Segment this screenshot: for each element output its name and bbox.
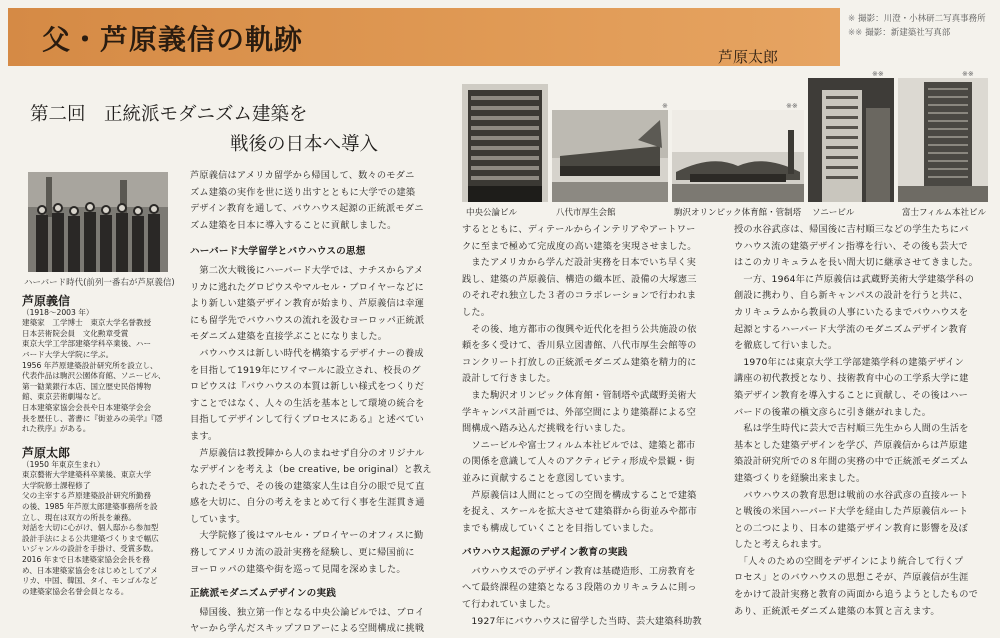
photo-credit-mark: ※※ [872, 70, 884, 78]
series-title-line2: 戦後の日本へ導入 [230, 134, 379, 155]
section-heading: 正統派モダニズムデザインの実践 [190, 588, 337, 600]
series-title-line1: 第二回 正統派モダニズム建築を [30, 104, 308, 125]
article-column-1: 芦原義信はアメリカ留学から帰国して、数々のモダニ ズム建築の実作を世に送り出すとともに大学での建築 デザイン教育を通して、バウハウス起源の正統派モダニ ズム建築を日本に導入することに貢献しました。 ハーバード大学留学とバウハウスの思想 第二次大戦後にハーバード大学では、ナチスからアメ リカに逃れたグロピウスやマルセル・ブロイヤーなどに より新しい建築デザイン教育が始まり、芦原義信は幸運 にも留学先でバウハウスの流れを汲むヨーロッパ正統派 モダニズム建築を直接学ぶことになりました。 バウハウスは新しい時代を構築するデザイナーの養成 を目指して1919年にワイマールに設立され、校長のグ ロピウスは『バウハウスの本質は新しい様式をつくりだ すことではなく、人々の生活を基本として環境の統合を 目指してデザインして行くプロセスにある』と述べてい ます。 芦原義信は教授陣から人のまねせず自分のオリジナル なデザインを考えよ（be creative, be original）と教え られたそうで、その後の建築家人生は自分の眼で見て直 感を大切に、自分の考えをまとめて行く事を生涯貫き通 しています。 大学院修了後はマルセル・ブロイヤーのオフィスに勤 務してアメリカ流の設計実務を経験し、更に帰国前に ヨーロッパの建築や街を巡って見聞を深めました。 正統派モダニズムデザインの実践 帰国後、独立第一作となる中央公論ビルでは、ブロイ ヤーから学んだスキップフロアーによる空間構成に挑戦 [190, 168, 435, 638]
photo-caption: 駒沢オリンピック体育館・管制塔 [674, 208, 802, 218]
credit-line: ※ 撮影：川澄・小林研二写真事務所 [848, 14, 986, 24]
title-banner [8, 8, 840, 66]
photo-sony [808, 78, 894, 202]
bio-yoshinobu: 芦原義信 （1918～2003 年） 建築家 工学博士 東京大学名誉教授 日本芸術院会員 文化勲章受賞 東京大学工学部建築学科卒業後、ハー バード大学大学院に学ぶ。 1956 年芦原建築設計研究所を設立し、 代表作品は駒沢公園体育館、ソニービル、 第一勧業銀行本店、国立歴史民俗博物 館、東京芸術劇場など。 日本建築家協会会長や日本建築学会会 長を歴任し、著書に『街並みの美学』『隠 れた秩序』がある。 [22, 296, 172, 435]
photo-fujifilm [898, 78, 988, 202]
author-name: 芦原太郎 [718, 48, 779, 66]
credit-line: ※※ 撮影：新建築社写真部 [848, 28, 951, 38]
photo-caption: 富士フィルム本社ビル [902, 208, 986, 218]
photo-komazawa [672, 110, 804, 202]
photo-caption: 八代市厚生会館 [556, 208, 616, 218]
photo-credit-mark: ※※ [786, 102, 798, 110]
photo-credit-mark: ※※ [962, 70, 974, 78]
photo-yatsushiro [552, 110, 668, 202]
bio-name: 芦原義信 [22, 294, 71, 308]
article-column-2: するとともに、ディテールからインテリアやアートワー クに至まで極めて完成度の高い建築を実現させました。 またアメリカから学んだ設計実務を日本でいち早く実 践し、建築の芦原義信、構造の織本匠、設備の大塚憲三 のそれぞれ独立した３者のコラボレーションで行われま した。 その後、地方都市の復興や近代化を担う公共施設の依 頼を多く受けて、香川県立図書館、八代市厚生会館等の コンクリート打放しの正統派モダニズム建築を精力的に 設計して行きました。 また駒沢オリンピック体育館・管制塔や武蔵野美術大 学キャンパス計画では、外部空間により建築群による空 間構成へ踏み込んだ挑戦を行いました。 ソニービルや富士フィルム本社ビルでは、建築と都市 の関係を意識して人々のアクティビティ形成や景観・街 並みに貢献することを意図しています。 芦原義信は人間にとっての空間を構成することで建築 を捉え、スケールを拡大させて建築群から街並みや都市 までも構成していくことを目指していました。 バウハウス起源のデザイン教育の実践 バウハウスでのデザイン教育は基礎造形、工房教育を へて最終課程の建築となる３段階のカリキュラムに則っ て行われていました。 1927年にバウハウスに留学した当時、芸大建築科助教 [462, 222, 707, 630]
section-heading: バウハウス起源のデザイン教育の実践 [462, 547, 628, 559]
series-title [30, 100, 450, 160]
bio-taro: 芦原太郎 （1950 年東京生まれ） 東京藝術大学建築科卒業後、東京大学 大学院修士課程修了 父の主宰する芦原建築設計研究所勤務 の後、1985 年芦原太郎建築事務所を設 立し、現在は双方の所長を兼務。 対話を大切に心がけ、個人邸から参加型 設計手法による公共建築づくりまで幅広 いジャンルの設計を手掛け、受賞多数。 2016 年まで日本建築家協会会長を務 め、日本建築家協会をはじめとしてアメ リカ、中国、韓国、タイ、モンゴルなど の建築家協会名誉会員となる。 [22, 448, 172, 597]
photo-credit-mark: ※ [662, 102, 668, 110]
section-heading: ハーバード大学留学とバウハウスの思想 [190, 246, 366, 258]
page-title: 父・芦原義信の軌跡 [42, 23, 304, 56]
group-photo-caption: ハーバード時代(前列一番右が芦原義信) [24, 278, 175, 288]
article-column-3: 授の水谷武彦は、帰国後に吉村順三などの学生たちにバ ウハウス流の建築デザイン指導を行い、その後も芸大で はこのカリキュラムを長い間大切に継承させてきました。 一方、1964年に芦原義信は武蔵野美術大学建築学科の 創設に携わり、自ら新キャンパスの設計を行うと共に、 カリキュラムから教員の人事にいたるまでバウハウスを 起源とするハーバード大学流のモダニズムデザイン教育 を徹底して行いました。 1970年には東京大学工学部建築学科の建築デザイン 講座の初代教授となり、技術教育中心の工学系大学に建 築デザイン教育を導入することに貢献し、その後はハー バードの後輩の槇文彦らに引き継がれました。 私は学生時代に芸大で吉村順三先生から人間の生活を 基本とした建築デザインを学び、芦原義信からは芦原建 築設計研究所での８年間の実務の中で正統派モダニズム 建築づくりを経験出来ました。 バウハウスの教育思想は戦前の水谷武彦の直接ルート と戦後の米国ハーバード大学を経由した芦原義信ルート との二つにより、日本の建築デザイン教育に影響を及ぼ したと考えられます。 「人々のための空間をデザインにより統合して行くプ ロセス」とのバウハウスの思想こそが、芦原義信が生涯 をかけて設計実務と教育の両面から追うようとしたもので あり、正統派モダニズム建築の本質と言えます。 [734, 224, 979, 617]
bio-name: 芦原太郎 [22, 446, 71, 460]
group-photo [28, 172, 168, 272]
photo-chuo-koron [462, 84, 548, 202]
photo-caption: ソニービル [812, 208, 855, 218]
photo-credits [848, 12, 996, 40]
photo-caption: 中央公論ビル [466, 208, 518, 218]
